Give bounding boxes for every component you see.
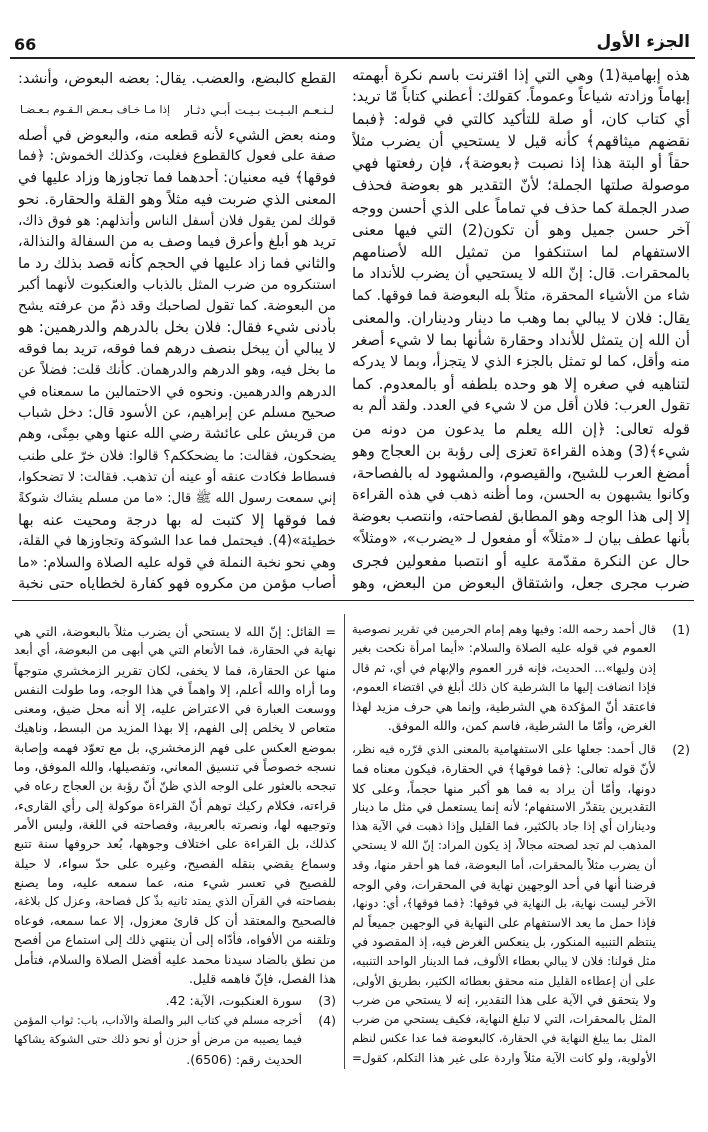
- main-text-line: فما فوقها إلا كتبت له بها درجة ومحيت عنه بها: [18, 510, 336, 529]
- footnote-line: فاعتقد أنّ المؤكدة هي الشرطية، وإنما هي حرف مزيد لهذا: [352, 699, 656, 715]
- footnote-line: قراءته، فكلام ركيك توهم أنّ القراءة موكولة إلى رأي القارىء،: [14, 797, 336, 813]
- main-text-line: أمضغ العرب للشيح، والقيصوم، والمشهود له بالفصاحة،: [352, 463, 690, 482]
- main-text-line: والثاني فما زاد عليها في الحجم كأنه قصد بذلك رد ما: [18, 255, 336, 273]
- main-text-line: منه وأقل، كما لو تمثل بالجزء الذي لا يتجزأ، وبما لا يدركه: [352, 354, 690, 371]
- footnote-line: المثل بالمحقرات، التي لا تبلغ النهاية، فكيف يستحي من ضرب: [352, 1012, 656, 1027]
- footnote-line: سورة العنكبوت، الآية: 42.: [165, 993, 302, 1008]
- main-text-line: إلا إلى هذا الوجه وهو المطابق لفصاحته، وانتصب بعوضة: [352, 507, 690, 525]
- footnote-continuation: [14, 622, 336, 989]
- main-text-line: شيء﴾(3) وهذه القراءة تعزى إلى رؤبة بن العجاج وهو: [352, 441, 690, 460]
- main-right-column: [352, 64, 690, 594]
- footnote-line: وسماع يقضي بنقله الفصيح، وغيره على حدّ سواء، لا حيلة: [14, 855, 336, 871]
- main-text-line: نقضهم ميثاقهم﴾ كأنه قيل لا يستحيي أن يضرب مثلاً: [352, 132, 690, 151]
- footnote-line: متعاص لا يخلص إلى الفهم، إلا بهذا المزيد من البسط، وناهيك: [14, 720, 336, 736]
- main-left-body: [18, 125, 336, 595]
- main-left-column: [18, 67, 336, 595]
- footnote-line: الآخر ليست نهاية، بل النهاية في فوقها: ﴿فما فوقها﴾، أي: دونها،: [352, 896, 656, 911]
- main-text-line: فسطاط فكادت عنقه أو عينه أن تذهب. فقالت: لا تضحكوا،: [18, 470, 336, 485]
- footnote-line: فالصحيح والمعتقد أن كل قارئ معزول، إلا عما سمعه، فوعاه: [14, 913, 336, 929]
- footnote-line: الحديث رقم: (6506).: [186, 1051, 302, 1067]
- footnote-line: المذهب لم تجد لصحته مجالاً، إذ يكون المراد: إنّ الله لا يستحي: [352, 838, 656, 853]
- main-text-line: حقاً أو البتة هذا إذا نصبت ﴿بعوضة﴾، فإن رفعتها فهي: [352, 154, 690, 173]
- main-text-line: هذه إبهامية(1) وهي التي إذا اقترنت باسم نكرة أبهمته: [352, 66, 690, 84]
- main-text-line: تقول العرب: فلان أقل من لا شيء في العدد. ولقد ألم به: [352, 398, 690, 415]
- poem-hemistich-first: لـنـعـم البـيـت بـيـت أبـي دثـار: [184, 103, 334, 117]
- main-text-line: الاستفهام لما استنكفوا من تمثيل الله لأصنامهم: [352, 242, 690, 261]
- footnote-line: ينتظم التنبيه المنكور، بل ينعكس الغرض فيه، إذ المقصود في: [352, 934, 656, 949]
- part-title: الجزء الأول: [596, 32, 690, 52]
- main-text-line: شاء من الأشياء المحقرة، مثلاً بله البعوضة فما فوقها. كما: [352, 287, 690, 304]
- main-text-line: صحيح مسلم عن إبراهيم، عن الأسود قال: دخل شباب: [18, 404, 336, 421]
- footnote-line: المثل بما يبلغ النهاية في الحقارة، كالبعوضة فما عدا عكس لنظم: [352, 1031, 656, 1046]
- footnote-line: للفصيح في تعسر شيء منه، عما سمعه عليه، وما يصنع: [14, 874, 336, 890]
- main-text-line: يضحكون، فقالت: ما يضحككم؟ قالوا: فلان خرّ على طنب: [18, 447, 336, 464]
- main-text-line: وهي نحو نخبة النملة في قوله عليه الصلاة والسلام: «ما: [18, 554, 336, 571]
- footnote-line: لأنّ قوله تعالى: ﴿فما فوقها﴾ في الحقارة، فيكون معناه فما: [352, 761, 656, 777]
- footnote-line: إذن وليها»... الحديث، فإنه قرر العموم والإبهام في أي، ثم قال: [352, 660, 656, 675]
- poem-verse: [18, 91, 336, 125]
- footnote-line: الغرض، وأمّا ما الشرطية، فاسم كمن، والله الموفق.: [387, 718, 656, 734]
- footnote-line: هذا الفصل، فإنّ فاهمه قليل.: [188, 971, 336, 987]
- footnote-separator: [12, 600, 694, 601]
- main-text-line: بأنها عطف بيان لـ «مثلاً» أو مفعول لـ «يضرب»، «ومثلاً»: [352, 530, 690, 547]
- footnote-line: على أن إعطاءه القليل منه محقق بعطائه الكثير، بطريق الأولى،: [352, 973, 656, 988]
- main-text-line: إبهاماً وزادته شياعاً وعموماً. كقولك: أعطني كتاباً مّا تريد:: [352, 89, 690, 106]
- main-text-line: فوقها﴾ فيه معنيان: أحدهما فما تجاوزها وزاد عليها في: [18, 169, 336, 186]
- footnote-line: دونها، وأمّا أن يراد به فما هو أكبر منها حجماً، وعلى كلا: [352, 780, 656, 796]
- footnote-column-divider: [344, 614, 345, 1069]
- footnote-number: (4): [318, 1013, 336, 1028]
- main-text-line: أصاب مؤمن من مكروه فهو كفارة لخطاياه حتى نخبة: [18, 575, 336, 592]
- footnote-line: بموضع العكس على فهم الزمخشري، بل مع تعوّد فهمه وإصابة: [14, 739, 336, 755]
- footnote-body: [352, 740, 656, 1068]
- header-rule: [10, 57, 695, 59]
- footnote-number: (2): [672, 742, 690, 757]
- footnote-line: كذلك، بل القراءة على اختلاف وجوهها، بُعد حروفها سنة تتبع: [14, 836, 336, 852]
- footnote-line: = القائل: إنّ الله لا يستحي أن يضرب مثلاً بالبعوضة، التي هي: [14, 624, 336, 639]
- main-text-line: المعنى الذي ضربت فيه مثلاً وهو القلة والحقارة. نحو: [18, 191, 336, 209]
- main-text-line: صدر الجملة كما حذف في تماماً على الذي أحسن ووجه: [352, 198, 690, 217]
- main-text-line: من قريش على عائشة رضي الله عنها وهي بمِنًى، وهم: [18, 426, 336, 443]
- main-text-line: صفة على فعول كالقطوع فغلبت، وكذلك الخموش: ﴿فما: [18, 148, 336, 165]
- footnote-line: فيما يصيبه من مرض أو حزن أو نحو ذلك حتى الشوكة يشاكها: [14, 1032, 302, 1047]
- main-text-line: من البعوضة. كما تقول لصاحبك وقد ذمّ من عرفته يشح: [18, 298, 336, 314]
- main-text-line: ومنه بعض الشيء لأنه قطعه منه، والبعوض في أصله: [18, 127, 336, 144]
- footnote-line: العموم في قوله عليه الصلاة والسلام: «أيما امرأة نكحت بغير: [352, 641, 656, 656]
- footnote-line: تبجحه بالعثور على الوجه الذي ظنّ أنّ رؤبة بن العجاج رعاه في: [14, 778, 336, 794]
- footnote-line: التقديرين يتقدّر الاستفهام؛ لأنه إنما يستعمل في مثل ما دينار: [352, 799, 656, 814]
- footnote-line: فإذا انضافت إليها ما الشرطية كان ذلك أبلغ في اقتضاء العموم،: [352, 679, 656, 694]
- footnote-line: أخرجه مسلم في كتاب البر والصلة والآداب، باب: ثواب المؤمن: [14, 1014, 302, 1027]
- main-text-line: موصولة صلتها الجملة؛ لأنّ التقدير هو بعوضة فحذف: [352, 176, 690, 195]
- poem-hemistich-second: إذا مـا خـاف بـعـض الـقـوم بـعـضـا: [20, 104, 170, 116]
- main-text-line: بأدنى شيء فقال: فلان بخل بالدرهم والدرهمين: هو: [18, 318, 336, 337]
- main-text-line: ضرب مجرى جعل، واشتقاق البعوض من البعض، وهو: [352, 574, 690, 593]
- main-text-line: استنكروه من ضرب المثل بالذباب والعنكبوت لأنهما أكبر: [18, 276, 336, 293]
- main-text-line: بالمحقرات. قال: إنّ الله لا يستحيي أن يضرب للأنداد ما: [352, 264, 690, 282]
- footnote-body: [14, 1011, 302, 1069]
- footnote-line: من نطق بالضاد سيدنا محمد عليه أفضل الصلاة والسلام، فتأمل: [14, 952, 336, 968]
- main-text-line: الدرهم والدرهمين. ونحوه في الاحتمالين ما سمعناه في: [18, 383, 336, 400]
- footnote-line: قال أحمد رحمه الله: وفيها وهم إمام الحرمين في تقرير نصوصية: [352, 622, 656, 636]
- main-text-line: لتناهيه في صغره إلا هو وحده بلطفه أو بالمعدوم. كما: [352, 375, 690, 394]
- footnote-line: فإذا حمل ما يعد الاستفهام على النهاية في الوجهين جميعاً لم: [352, 915, 656, 930]
- footnote-line: بفصاحته في القرآن الذي يمتد ثانيه بذّ كل فصاحة، وعزل كل بلاغة،: [14, 894, 336, 909]
- footnote-line: أن يضرب مثلاً بالمحقرات، أما البعوضة، فما هو أحقر منها، وقد: [352, 857, 656, 872]
- footnote-body: [352, 620, 656, 736]
- footnote-line: نهاية في الحقارة، فما الأنعام التي هي أبهى من البعوضة، أي أبعد: [14, 643, 336, 658]
- footnote-line: وتوجيهه لها، ونصرته بالعربية، وفصاحته في اللغة، وليس الأمر: [14, 816, 336, 832]
- main-text-line: تريد هو أبلغ وأعرق فيما وصف به من السفالة والنذالة،: [18, 233, 336, 250]
- footnote-line: وديناران أي إذا جاد بالكثير، فما القليل وإذا ذهبت في الآية هذا: [352, 819, 656, 834]
- footnote-line: ولا يتحقق في الآية على هذا التقدير، إنه لا يستحي من ضرب: [352, 992, 656, 1007]
- main-text-line: قولك لمن يقول فلان أسفل الناس وأنذلهم: هو فوق ذاك،: [18, 212, 336, 229]
- footnote-body: [14, 991, 302, 1010]
- main-text-line: أي كتاب كان، أو صلة للتأكيد كالتي في قوله: ﴿فبما: [352, 110, 690, 129]
- main-text-line: أن الله إن يتمثل للأنداد وحقارة شأنها بما لا شيء أصغر: [352, 331, 690, 350]
- footnote-line: منها عن الحقارة، فما لا يخفى، لكان تقرير الزمخشري متوجهاً: [14, 662, 336, 678]
- footnote-line: وما أراه والله أعلم، إلا واهماً في هذا الوجه، وما طولت النفس: [14, 681, 336, 697]
- main-text-line: قوله تعالى: ﴿إن الله يعلم ما يدعون من دونه من: [352, 419, 690, 438]
- footnote-number: (1): [672, 622, 690, 637]
- main-text-line: حال عن النكرة مقدّمة عليه أو انتصبا مفعولين فجرى: [352, 552, 690, 571]
- footnote-line: فرضنا أنها في أحد الوجهين نهاية في المحقرات، وفي الوجه: [352, 877, 656, 893]
- footnote-line: مثل قولنا: فلان لا يبالي بعطاء الألوف، فما الدينار الواحد التنبيه،: [352, 954, 656, 969]
- footnote-line: ووسعت العبارة في الاعتراض عليه، إلا أنه محل ضيق، ومعنى: [14, 701, 336, 717]
- main-text-line: القطع كالبضع، والعضب. يقال: بعضه البعوض، وأنشد:: [18, 71, 336, 87]
- page-number: 66: [14, 35, 37, 54]
- main-text-line: وكانوا يشبهون به الحسن، وما أظنه ذهب في هذه القراءة: [352, 486, 690, 503]
- main-text-line: يقال: فلان لا يبالي بما وهب ما دينار وديناران. والمعنى: [352, 309, 690, 328]
- main-text-line: خطيئة»(4). فيحتمل فما عدا الشوكة وتجاوزها في القلة،: [18, 533, 336, 550]
- main-text-line: إني سمعت رسول الله ﷺ قال: «ما من مسلم يشاك شوكةً: [18, 491, 336, 507]
- main-text-line: لا يبالي أن يبخل بنصف درهم فما فوقه، تريد بما فوقه: [18, 340, 336, 357]
- footnote-line: قال أحمد: جعلها على الاستفهامية بالمعنى الذي قرّره فيه نظر،: [352, 742, 656, 756]
- main-text-line: آخر حسن جميل وهو أن تكون(2) التي فيها معنى: [352, 220, 690, 239]
- footnote-number: (3): [318, 993, 336, 1008]
- footnote-line: الأولوية، ولو كانت الآية مثلاً واردة على غير هذا التكلم، كقول=: [352, 1050, 656, 1065]
- main-text-line: ما بخل فيه، وهو الدرهم والدرهمان. كأنك قلت: فضلاً عن: [18, 362, 336, 379]
- footnote-line: نسجه خصوصاً في تنسيق المعاني، وتفصيلها، والله الموفق، وما: [14, 759, 336, 775]
- footnote-line: وتلقنه من الأفواه، فأدّاه إلى أن ينتهي ذلك إلى استماع من أفصح: [14, 932, 336, 947]
